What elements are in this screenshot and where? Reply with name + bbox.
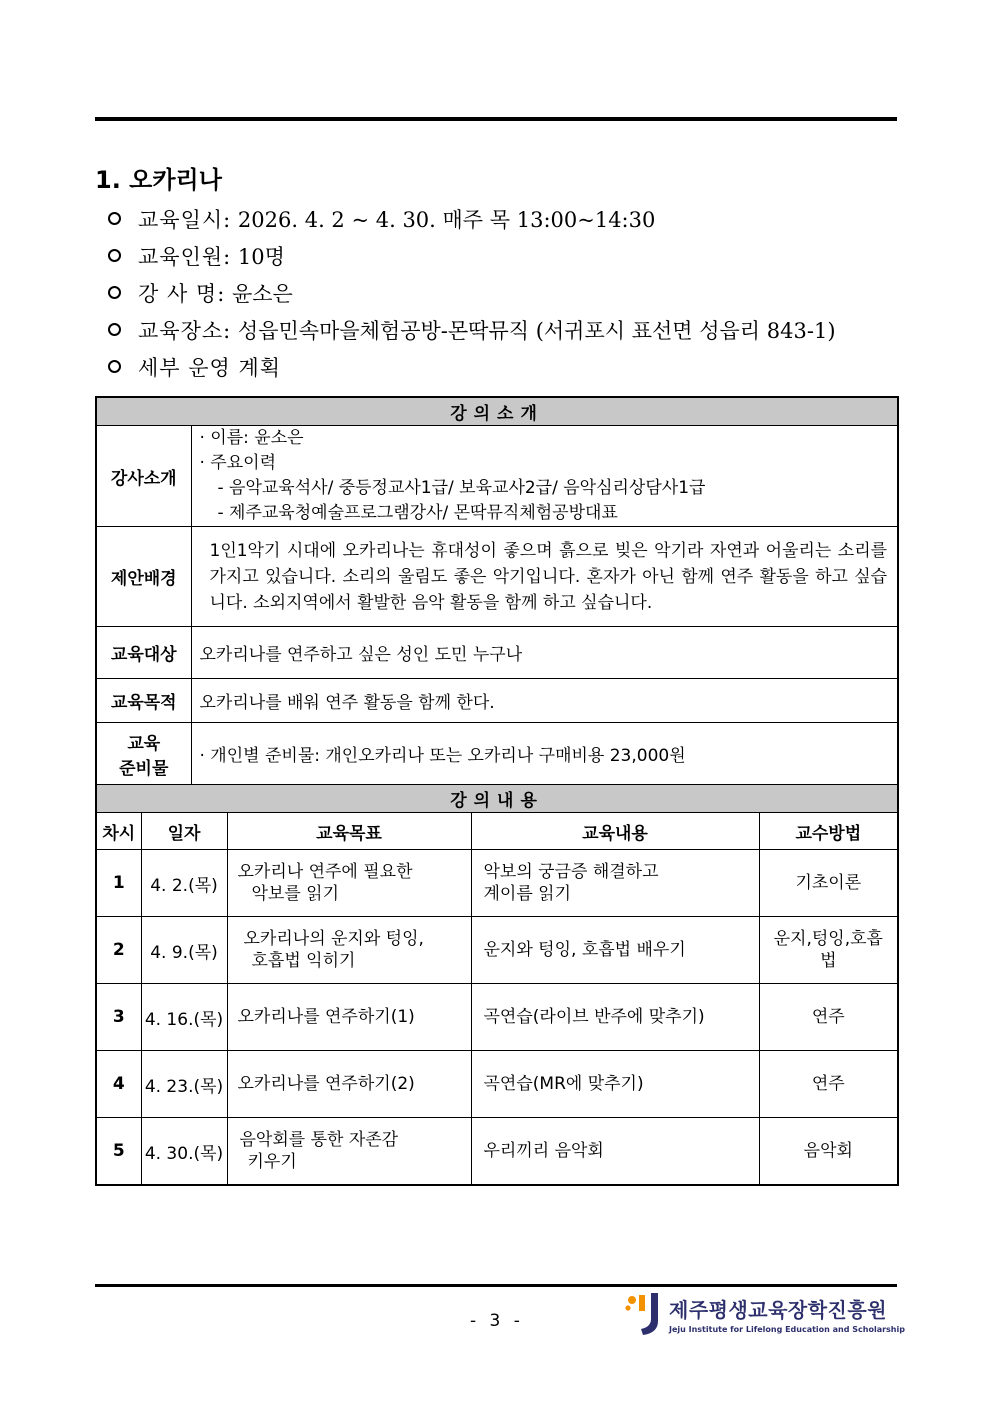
supplies-label-line: 준비물: [119, 758, 169, 779]
target-text: 오카리나를 연주하고 싶은 성인 도민 누구나: [191, 627, 898, 679]
session-content-line: 악보의 궁금증 해결하고: [483, 862, 659, 882]
session-content: 곡연습(MR에 맞추기): [471, 1051, 759, 1118]
circle-bullet-icon: [108, 249, 121, 262]
bullet-instructor: [108, 274, 836, 311]
bullet-label: 교육일시:: [138, 207, 232, 232]
session-date: 4. 16.(목): [141, 984, 227, 1051]
session-number: 4: [96, 1051, 141, 1118]
bullet-label: 세부 운영 계획: [138, 355, 282, 380]
session-date: 4. 2.(목): [141, 850, 227, 917]
session-content-line: 계이름 읽기: [483, 884, 572, 904]
background-label: 제안배경: [96, 527, 191, 627]
session-method: 기초이론: [759, 850, 898, 917]
session-goal: [227, 850, 471, 917]
session-goal: [227, 1118, 471, 1186]
table-row: [96, 917, 898, 984]
org-name-korean: 제주평생교육장학진흥원: [669, 1298, 888, 1322]
supplies-label: [96, 723, 191, 785]
bullet-capacity: [108, 237, 836, 274]
column-header-row: [96, 813, 898, 850]
bullet-value: 성읍민속마을체험공방-몬딱뮤직 (서귀포시 표선면 성읍리 843-1): [237, 318, 836, 343]
page-number: - 3 -: [470, 1311, 524, 1331]
session-method: 연주: [759, 984, 898, 1051]
session-goal-line: 호흡법 익히기: [251, 951, 356, 971]
bullet-location: [108, 311, 836, 348]
circle-bullet-icon: [108, 360, 121, 373]
bullet-label: 교육인원:: [138, 244, 232, 269]
session-method: 연주: [759, 1051, 898, 1118]
session-goal-line: 키우기: [247, 1152, 297, 1172]
column-header: 차시: [96, 813, 141, 850]
bullet-plan: [108, 348, 836, 385]
session-goal-line: 음악회를 통한 자존감: [239, 1130, 399, 1150]
instructor-career-item: - 제주교육청예술프로그램강사/ 몬딱뮤직체험공방대표: [217, 503, 618, 523]
session-content: 우리끼리 음악회: [471, 1118, 759, 1186]
session-number: 1: [96, 850, 141, 917]
org-logo: [625, 1291, 905, 1337]
session-goal: [227, 917, 471, 984]
column-header: 일자: [141, 813, 227, 850]
jeju-institute-logo-icon: [625, 1291, 665, 1337]
session-method: 운지,텅잉,호흡법: [759, 917, 898, 984]
bullet-value: 윤소은: [231, 281, 293, 306]
circle-bullet-icon: [108, 286, 121, 299]
bullet-label: 교육장소:: [138, 318, 232, 343]
column-header: 교수방법: [759, 813, 898, 850]
bullet-label: 강 사 명:: [138, 281, 226, 306]
logo-text: [669, 1294, 905, 1334]
supplies-text: · 개인별 준비물: 개인오카리나 또는 오카리나 구매비용 23,000원: [191, 723, 898, 785]
bullet-schedule: [108, 200, 836, 237]
session-number: 3: [96, 984, 141, 1051]
top-rule: [95, 117, 897, 121]
circle-bullet-icon: [108, 212, 121, 225]
session-goal-line: 오카리나의 운지와 텅잉,: [243, 929, 424, 949]
session-goal: 오카리나를 연주하기(1): [227, 984, 471, 1051]
session-number: 2: [96, 917, 141, 984]
session-method: 음악회: [759, 1118, 898, 1186]
table-row: [96, 1118, 898, 1186]
instructor-name: · 이름: 윤소은: [199, 428, 304, 448]
section-title: 1. 오카리나: [95, 166, 222, 194]
org-name-english: Jeju Institute for Lifelong Education and Scholarship: [669, 1325, 905, 1334]
instructor-info: [191, 426, 898, 527]
circle-bullet-icon: [108, 323, 121, 336]
session-date: 4. 9.(목): [141, 917, 227, 984]
content-header: 강의내용: [96, 785, 898, 813]
session-goal-line: 악보를 읽기: [251, 884, 340, 904]
intro-header: 강의소개: [96, 397, 898, 426]
background-text: 1인1악기 시대에 오카리나는 휴대성이 좋으며 흙으로 빚은 악기라 자연과 어울리는 소리를 가지고 있습니다. 소리의 울림도 좋은 악기입니다. 혼자가 아닌 함께 연주 활동을 하고 싶습니다. 소외지역에서 활발한 음악 활동을 함께 하고 싶습니다.: [191, 527, 898, 627]
session-date: 4. 30.(목): [141, 1118, 227, 1186]
table-row: [96, 984, 898, 1051]
session-content: 운지와 텅잉, 호흡법 배우기: [471, 917, 759, 984]
goal-label: 교육목적: [96, 679, 191, 723]
table-row: [96, 1051, 898, 1118]
session-content: 곡연습(라이브 반주에 맞추기): [471, 984, 759, 1051]
instructor-career-item: - 음악교육석사/ 중등정교사1급/ 보육교사2급/ 음악심리상담사1급: [217, 478, 706, 498]
bottom-rule: [95, 1284, 897, 1287]
session-goal: 오카리나를 연주하기(2): [227, 1051, 471, 1118]
bullet-value: 2026. 4. 2 ~ 4. 30. 매주 목 13:00~14:30: [237, 207, 656, 232]
target-label: 교육대상: [96, 627, 191, 679]
instructor-career-title: · 주요이력: [199, 453, 276, 473]
supplies-label-line: 교육: [127, 733, 161, 754]
column-header: 교육목표: [227, 813, 471, 850]
column-header: 교육내용: [471, 813, 759, 850]
session-goal-line: 오카리나 연주에 필요한: [237, 862, 413, 882]
session-content: [471, 850, 759, 917]
bullet-value: 10명: [237, 244, 285, 269]
goal-text: 오카리나를 배워 연주 활동을 함께 한다.: [191, 679, 898, 723]
instructor-label: 강사소개: [96, 426, 191, 527]
table-row: [96, 850, 898, 917]
plan-table: [95, 396, 899, 1186]
session-date: 4. 23.(목): [141, 1051, 227, 1118]
session-number: 5: [96, 1118, 141, 1186]
info-bullets: [108, 200, 836, 385]
